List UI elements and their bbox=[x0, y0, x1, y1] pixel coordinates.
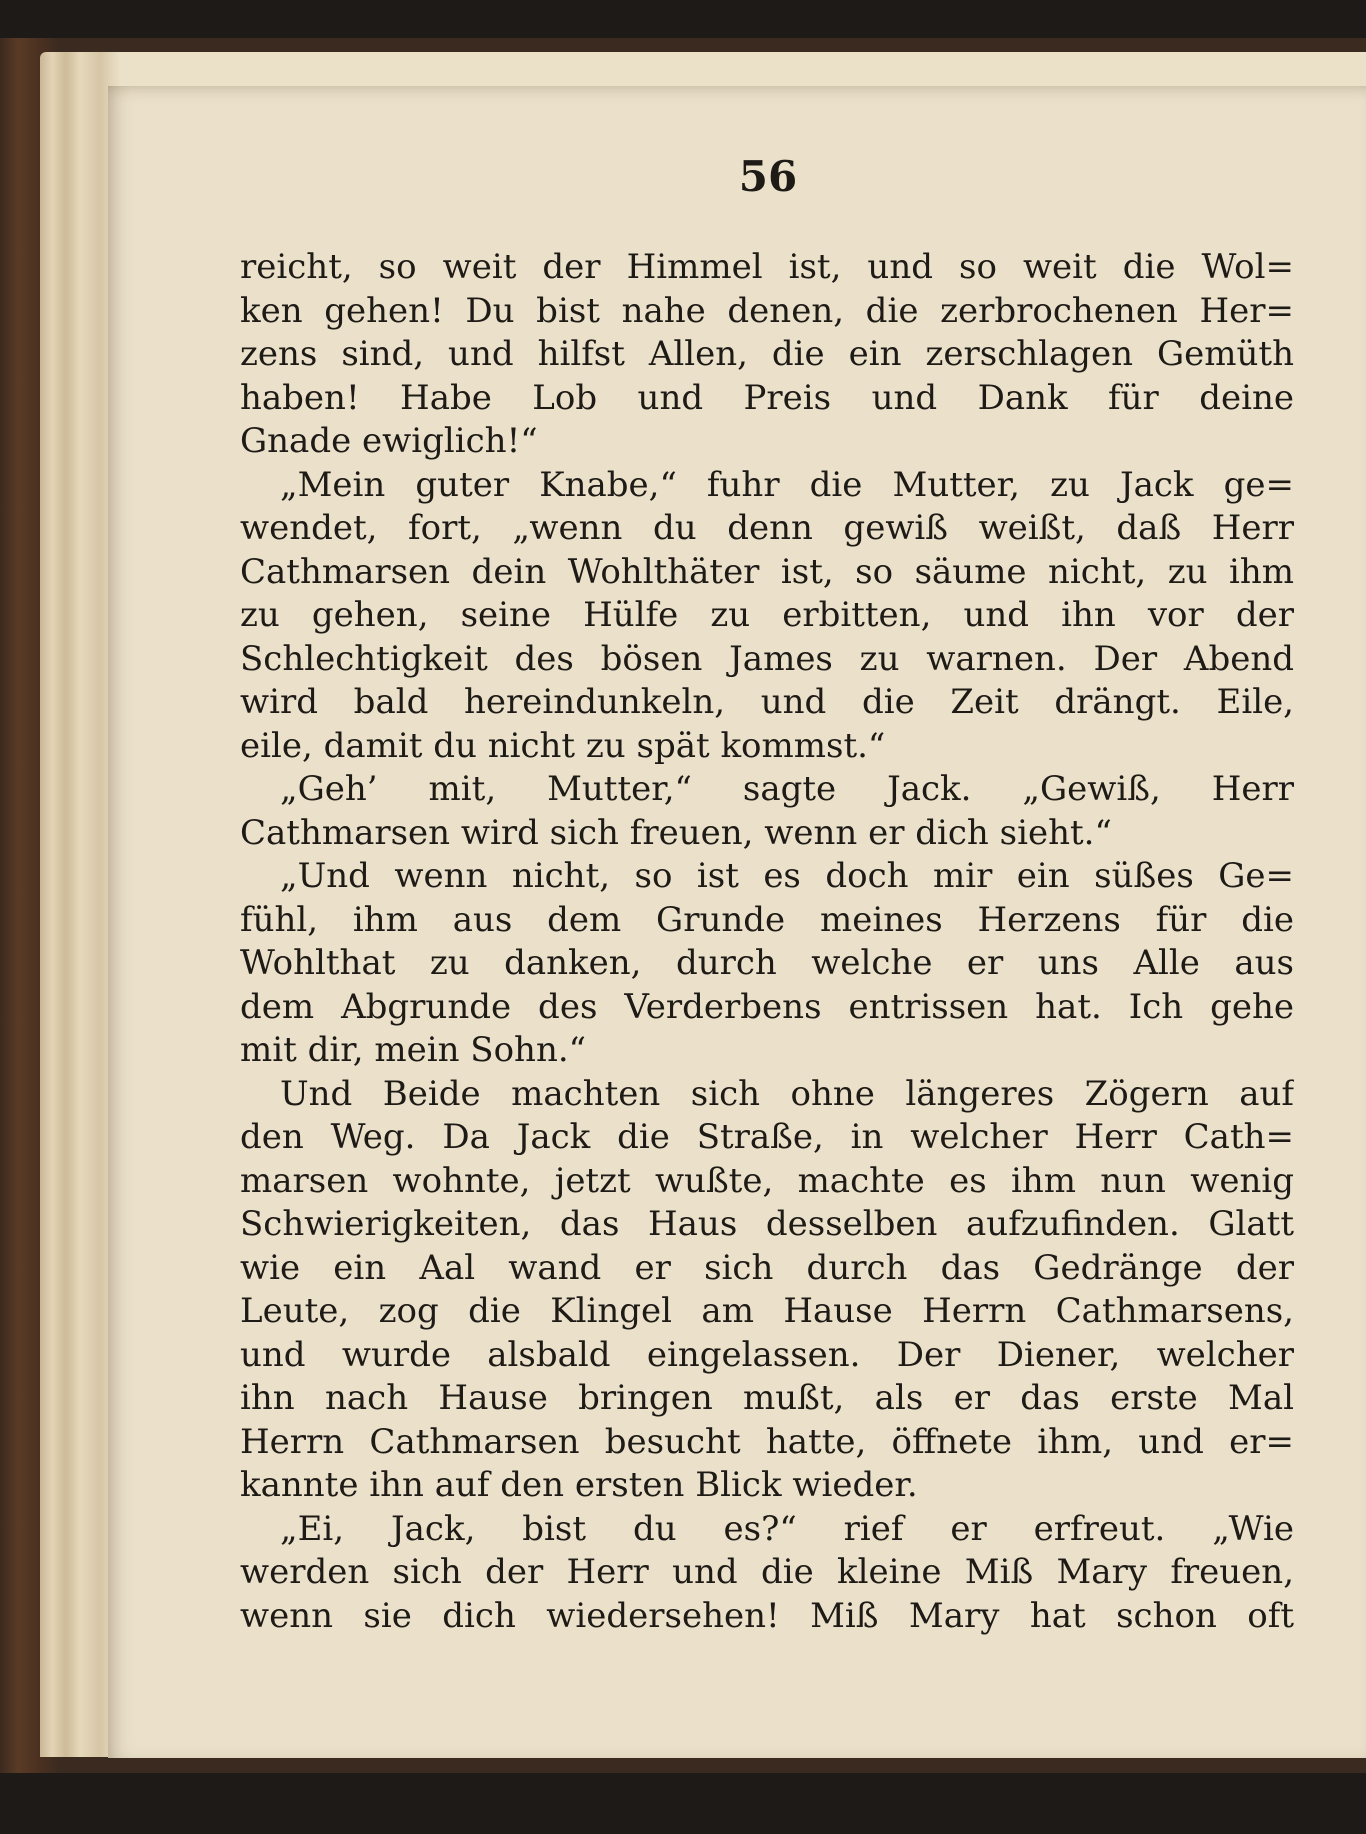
text-line: Leute, zog die Klingel am Hause Herrn Cathmarsens, bbox=[240, 1291, 1294, 1331]
page-number: 56 bbox=[738, 152, 798, 201]
text-line: Cathmarsen wird sich freuen, wenn er dich sieht.“ bbox=[240, 812, 1112, 853]
text-line: marsen wohnte, jetzt wußte, machte es ihm nun wenig bbox=[240, 1160, 1294, 1201]
text-line: Gnade ewiglich!“ bbox=[240, 421, 538, 461]
text-line: reicht, so weit der Himmel ist, und so weit die Wol= bbox=[240, 247, 1294, 287]
text-line: werden sich der Herr und die kleine Miß Mary freuen, bbox=[240, 1552, 1294, 1592]
text-line: zens sind, und hilfst Allen, die ein zerschlagen Gemüth bbox=[240, 334, 1294, 374]
page-text bbox=[240, 246, 1294, 1638]
text-line: und wurde alsbald eingelassen. Der Diener, welcher bbox=[240, 1334, 1294, 1375]
book-page bbox=[108, 86, 1366, 1758]
text-line: kannte ihn auf den ersten Blick wieder. bbox=[240, 1465, 918, 1505]
text-line: „Geh’ mit, Mutter,“ sagte Jack. „Gewiß, Herr bbox=[280, 769, 1294, 809]
text-line: Cathmarsen dein Wohlthäter ist, so säume nicht, zu ihm bbox=[240, 551, 1294, 592]
text-line: wie ein Aal wand er sich durch das Gedränge der bbox=[240, 1247, 1294, 1288]
text-line: Und Beide machten sich ohne längeres Zögern auf bbox=[280, 1073, 1294, 1114]
text-line: wenn sie dich wiedersehen! Miß Mary hat schon oft bbox=[240, 1595, 1294, 1636]
text-line: den Weg. Da Jack die Straße, in welcher Herr Cath= bbox=[240, 1117, 1294, 1157]
text-line: mit dir, mein Sohn.“ bbox=[240, 1030, 587, 1070]
text-line: Wohlthat zu danken, durch welche er uns Alle aus bbox=[240, 943, 1294, 983]
text-line: „Mein guter Knabe,“ fuhr die Mutter, zu Jack ge= bbox=[280, 464, 1294, 505]
text-line: wendet, fort, „wenn du denn gewiß weißt, daß Herr bbox=[240, 508, 1294, 548]
text-line: Schlechtigkeit des bösen James zu warnen. Der Abend bbox=[240, 638, 1294, 679]
text-line: fühl, ihm aus dem Grunde meines Herzens für die bbox=[240, 899, 1294, 940]
text-line: wird bald hereindunkeln, und die Zeit drängt. Eile, bbox=[240, 682, 1294, 722]
text-line: „Ei, Jack, bist du es?“ rief er erfreut. „Wie bbox=[280, 1508, 1294, 1549]
text-line: eile, damit du nicht zu spät kommst.“ bbox=[240, 725, 886, 766]
text-line: Schwierigkeiten, das Haus desselben aufzufinden. Glatt bbox=[240, 1204, 1294, 1244]
text-line: dem Abgrunde des Verderbens entrissen hat. Ich gehe bbox=[240, 986, 1294, 1027]
text-line: Herrn Cathmarsen besucht hatte, öffnete ihm, und er= bbox=[240, 1421, 1294, 1462]
text-line: haben! Habe Lob und Preis und Dank für deine bbox=[240, 377, 1294, 418]
text-line: ihn nach Hause bringen mußt, als er das erste Mal bbox=[240, 1378, 1294, 1418]
text-line: „Und wenn nicht, so ist es doch mir ein süßes Ge= bbox=[280, 856, 1294, 896]
text-line: ken gehen! Du bist nahe denen, die zerbrochenen Her= bbox=[240, 290, 1294, 331]
text-line: zu gehen, seine Hülfe zu erbitten, und ihn vor der bbox=[240, 595, 1294, 635]
